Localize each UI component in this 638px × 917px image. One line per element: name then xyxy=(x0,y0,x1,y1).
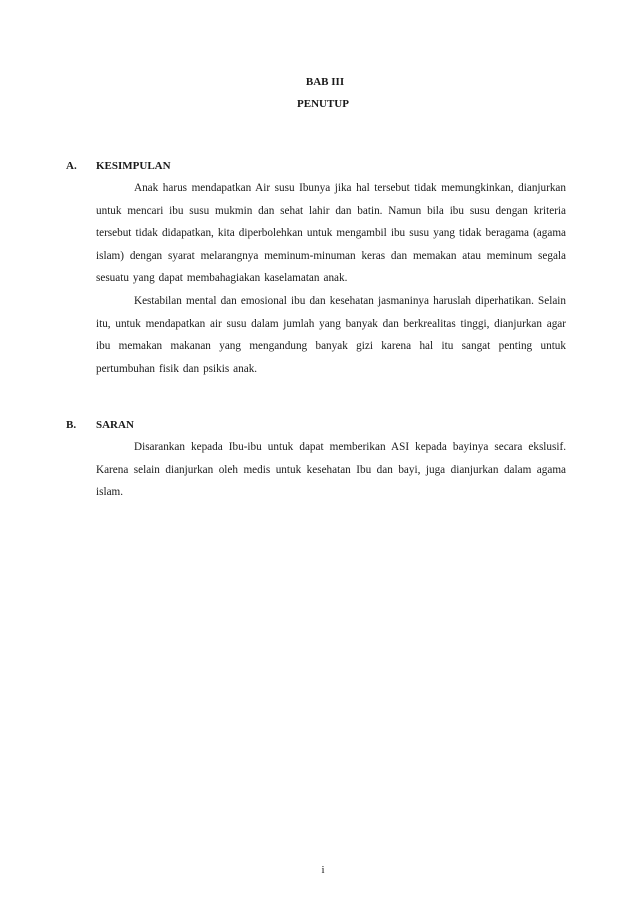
section-heading-text: KESIMPULAN xyxy=(96,160,171,172)
paragraph: Anak harus mendapatkan Air susu Ibunya jika hal tersebut tidak memungkinkan, dianjurkan untuk mencari ibu susu mukmin dan sehat lahir dan batin. Namun bila ibu susu dengan kriteria tersebut tidak didapatkan, kita diperbolehkan untuk mengambil ibu susu yang tidak beragama (agama islam) dengan syarat melarangnya meminum-minuman keras dan memakan atau meminum segala sesuatu yang dapat membahagiakan kaselamatan anak. xyxy=(96,182,566,285)
section-heading xyxy=(66,416,566,434)
section-heading-text: SARAN xyxy=(96,419,134,431)
paragraph: Disarankan kepada Ibu-ibu untuk dapat memberikan ASI kepada bayinya secara ekslusif. Karena selain dianjurkan oleh medis untuk kesehatan Ibu dan bayi, juga dianjurkan dalam agama islam. xyxy=(96,441,566,499)
chapter-number: BAB III xyxy=(305,76,345,88)
section-kesimpulan xyxy=(66,157,566,380)
section-letter: A. xyxy=(66,160,77,172)
section-saran xyxy=(66,416,566,504)
chapter-title: PENUTUP xyxy=(297,98,349,110)
page-number: i xyxy=(321,864,325,876)
paragraph: Kestabilan mental dan emosional ibu dan kesehatan jasmaninya haruslah diperhatikan. Selain itu, untuk mendapatkan air susu dalam jumlah yang banyak dan berkrealitas tinggi, dianjurkan agar ibu memakan makanan yang mengandung banyak gizi karena hal itu sangat penting untuk pertumbuhan fisik dan psikis anak. xyxy=(96,294,566,375)
section-heading xyxy=(66,157,566,175)
section-letter: B. xyxy=(66,419,77,431)
